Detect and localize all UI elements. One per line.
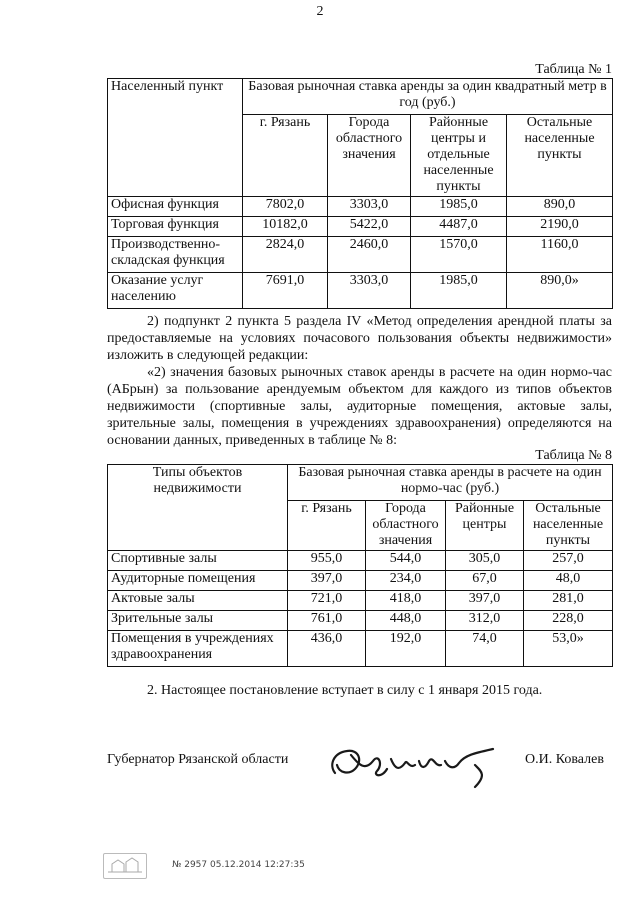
cell-value: 721,0 bbox=[288, 591, 366, 611]
table-row bbox=[108, 591, 613, 611]
cell-value: 67,0 bbox=[446, 571, 524, 591]
cell-value: 7691,0 bbox=[243, 273, 328, 309]
effective-clause: 2. Настоящее постановление вступает в силу с 1 января 2015 года. bbox=[147, 683, 543, 698]
table8-col-header: Районные центры bbox=[446, 501, 524, 551]
row-label: Зрительные залы bbox=[108, 611, 288, 631]
table-row bbox=[108, 197, 613, 217]
cell-value: 74,0 bbox=[446, 631, 524, 667]
table1-col-header: Остальные населенные пункты bbox=[507, 115, 613, 197]
table8-col-header: г. Рязань bbox=[288, 501, 366, 551]
page-number: 2 bbox=[316, 4, 324, 19]
row-label: Оказание услуг населению bbox=[108, 273, 243, 309]
cell-value: 4487,0 bbox=[411, 217, 507, 237]
signatory-position: Губернатор Рязанской области bbox=[107, 752, 289, 767]
table-row bbox=[108, 217, 613, 237]
cell-value: 890,0» bbox=[507, 273, 613, 309]
table1 bbox=[107, 78, 613, 309]
cell-value: 418,0 bbox=[366, 591, 446, 611]
cell-value: 436,0 bbox=[288, 631, 366, 667]
cell-value: 448,0 bbox=[366, 611, 446, 631]
cell-value: 228,0 bbox=[524, 611, 613, 631]
cell-value: 761,0 bbox=[288, 611, 366, 631]
table-row bbox=[108, 551, 613, 571]
cell-value: 2190,0 bbox=[507, 217, 613, 237]
registration-stamp: № 2957 05.12.2014 12:27:35 bbox=[172, 860, 305, 870]
cell-value: 544,0 bbox=[366, 551, 446, 571]
table-row bbox=[108, 631, 613, 667]
table1-header-rate: Базовая рыночная ставка аренды за один квадратный метр в год (руб.) bbox=[243, 79, 613, 115]
signatory-name: О.И. Ковалев bbox=[525, 752, 604, 767]
cell-value: 5422,0 bbox=[328, 217, 411, 237]
row-label: Офисная функция bbox=[108, 197, 243, 217]
cell-value: 305,0 bbox=[446, 551, 524, 571]
table1-header-settlement: Населенный пункт bbox=[108, 79, 243, 197]
cell-value: 53,0» bbox=[524, 631, 613, 667]
cell-value: 1570,0 bbox=[411, 237, 507, 273]
table-row bbox=[108, 273, 613, 309]
cell-value: 397,0 bbox=[288, 571, 366, 591]
cell-value: 10182,0 bbox=[243, 217, 328, 237]
table8 bbox=[107, 464, 613, 667]
cell-value: 281,0 bbox=[524, 591, 613, 611]
cell-value: 7802,0 bbox=[243, 197, 328, 217]
table1-col-header: г. Рязань bbox=[243, 115, 328, 197]
paragraph-amendment: 2) подпункт 2 пункта 5 раздела IV «Метод определения арендной платы за предоставляемые на условиях почасового пользования объекты недвижимости» изложить в следующей редакции: bbox=[107, 314, 612, 363]
table8-header-rate: Базовая рыночная ставка аренды в расчете на один нормо-час (руб.) bbox=[288, 465, 613, 501]
cell-value: 1160,0 bbox=[507, 237, 613, 273]
cell-value: 257,0 bbox=[524, 551, 613, 571]
cell-value: 3303,0 bbox=[328, 197, 411, 217]
row-label: Спортивные залы bbox=[108, 551, 288, 571]
registry-logo-icon bbox=[103, 853, 147, 879]
cell-value: 955,0 bbox=[288, 551, 366, 571]
row-label: Помещения в учреждениях здравоохранения bbox=[108, 631, 288, 667]
table-row bbox=[108, 571, 613, 591]
row-label: Торговая функция bbox=[108, 217, 243, 237]
table1-caption: Таблица № 1 bbox=[535, 62, 612, 77]
cell-value: 2824,0 bbox=[243, 237, 328, 273]
table1-col-header: Районные центры и отдельные населенные пункты bbox=[411, 115, 507, 197]
cell-value: 48,0 bbox=[524, 571, 613, 591]
cell-value: 1985,0 bbox=[411, 273, 507, 309]
cell-value: 192,0 bbox=[366, 631, 446, 667]
row-label: Аудиторные помещения bbox=[108, 571, 288, 591]
row-label: Производственно-складская функция bbox=[108, 237, 243, 273]
cell-value: 890,0 bbox=[507, 197, 613, 217]
cell-value: 1985,0 bbox=[411, 197, 507, 217]
table8-header-type: Типы объектов недвижимости bbox=[108, 465, 288, 551]
table8-caption: Таблица № 8 bbox=[535, 448, 612, 463]
row-label: Актовые залы bbox=[108, 591, 288, 611]
table1-col-header: Города областного значения bbox=[328, 115, 411, 197]
handwritten-signature bbox=[325, 735, 515, 795]
cell-value: 3303,0 bbox=[328, 273, 411, 309]
table-row bbox=[108, 237, 613, 273]
table-row bbox=[108, 611, 613, 631]
cell-value: 234,0 bbox=[366, 571, 446, 591]
cell-value: 397,0 bbox=[446, 591, 524, 611]
table8-col-header: Остальные населенные пункты bbox=[524, 501, 613, 551]
cell-value: 312,0 bbox=[446, 611, 524, 631]
table8-col-header: Города областного значения bbox=[366, 501, 446, 551]
cell-value: 2460,0 bbox=[328, 237, 411, 273]
paragraph-rates: «2) значения базовых рыночных ставок аренды в расчете на один нормо-час (АБрын) за пользование арендуемым объектом для каждого из типов объектов недвижимости (спортивные залы, аудиторные помещения, актовые залы, зрительные залы, помещения в учреждениях здравоохранения) определяются на основании данных, приведенных в таблице № 8: bbox=[107, 365, 612, 448]
